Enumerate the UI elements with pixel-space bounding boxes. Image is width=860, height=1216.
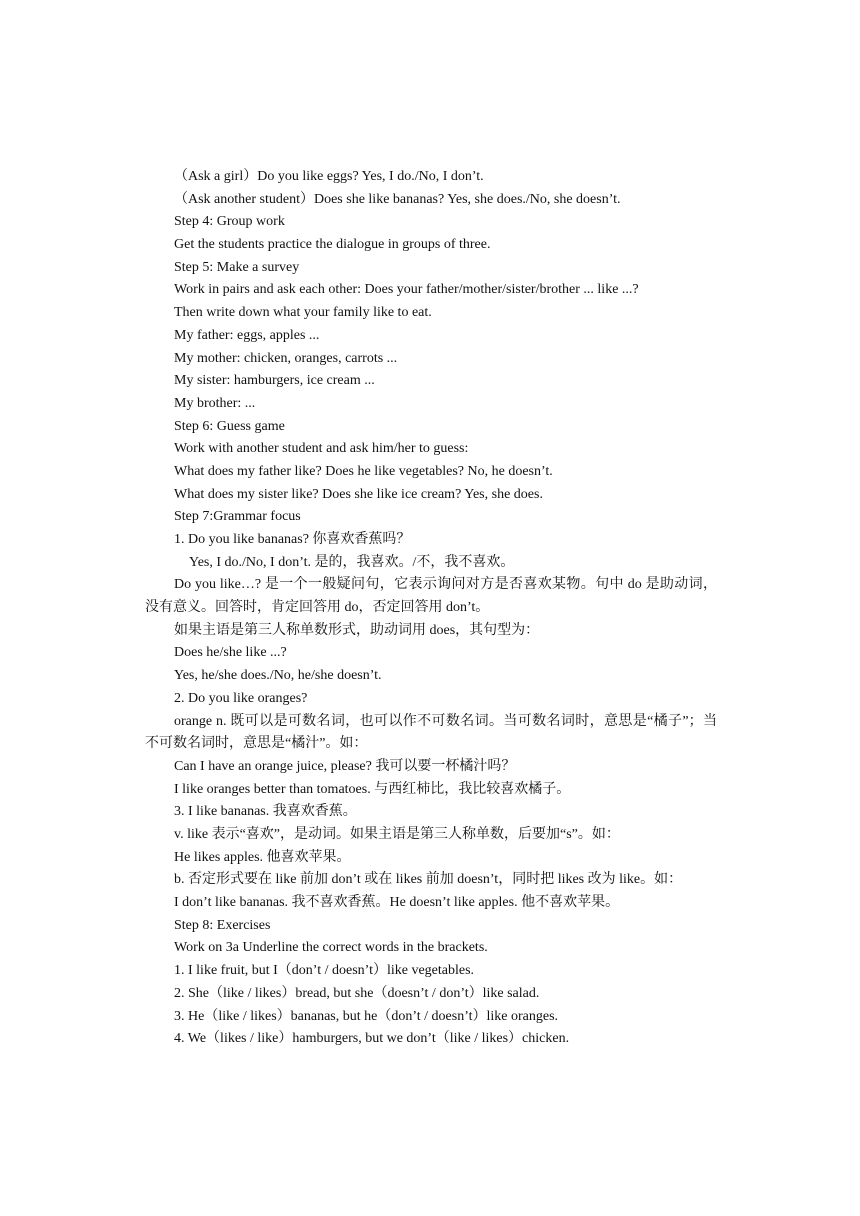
grammar-note-negative: b. 否定形式要在 like 前加 don’t 或在 likes 前加 doesn’t，同时把 likes 改为 like。如： (174, 872, 683, 888)
dialogue-line-girl: （Ask a girl）Do you like eggs? Yes, I do./No, I don’t. (174, 169, 484, 184)
exercise-item-1: 1. I like fruit, but I（don’t / doesn’t）like vegetables. (174, 963, 475, 979)
step-4-text: Get the students practice the dialogue in groups of three. (174, 237, 491, 253)
step-8-instruction: Work on 3a Underline the correct words in the brackets. (174, 940, 488, 956)
exercise-item-2: 2. She（like / likes）bread, but she（doesn’t / don’t）like salad. (174, 985, 540, 1001)
step-6-text: Work with another student and ask him/her to guess: (174, 441, 469, 457)
step-5-heading: Step 5: Make a survey (174, 259, 300, 275)
grammar-note-do-you-like: Do you like…? 是一个一般疑问句，它表示询问对方是否喜欢某物。句中 do 是助动词，没有意义。回答时，肯定回答用 do，否定回答用 don’t。 (145, 577, 717, 616)
step-5-text: Work in pairs and ask each other: Does your father/mother/sister/brother ... like ...? (174, 282, 639, 298)
grammar-point-3: 3. I like bananas. 我喜欢香蕉。 (174, 804, 357, 820)
step-7-heading: Step 7:Grammar focus (174, 509, 301, 525)
survey-mother: My mother: chicken, oranges, carrots ... (174, 350, 398, 366)
step-6-heading: Step 6: Guess game (174, 418, 285, 434)
grammar-point-2: 2. Do you like oranges? (174, 690, 308, 706)
example-negative: I don’t like bananas. 我不喜欢香蕉。He doesn’t like apples. 他不喜欢苹果。 (174, 895, 620, 911)
grammar-pattern-answer: Yes, he/she does./No, he/she doesn’t. (174, 668, 382, 684)
survey-father: My father: eggs, apples ... (174, 327, 320, 343)
example-oranges-tomatoes: I like oranges better than tomatoes. 与西红柿比，我比较喜欢橘子。 (174, 781, 571, 797)
step-5-instruction: Then write down what your family like to eat. (174, 305, 432, 321)
guess-example-father: What does my father like? Does he like vegetables? No, he doesn’t. (174, 463, 553, 479)
grammar-note-orange: orange n. 既可以是可数名词，也可以作不可数名词。当可数名词时，意思是“橘子”；当不可数名词时，意思是“橘汁”。如： (145, 713, 717, 752)
dialogue-line-another-student: （Ask another student）Does she like bananas? Yes, she does./No, she doesn’t. (174, 191, 621, 207)
grammar-point-1: 1. Do you like bananas? 你喜欢香蕉吗？ (174, 532, 411, 547)
grammar-point-1-answer: Yes, I do./No, I don’t. 是的，我喜欢。/不，我不喜欢。 (189, 554, 515, 570)
guess-example-sister: What does my sister like? Does she like ice cream? Yes, she does. (174, 486, 543, 502)
survey-brother: My brother: ... (174, 395, 256, 411)
grammar-note-third-person: 如果主语是第三人称单数形式，助动词用 does，其句型为： (174, 622, 540, 638)
example-likes-apples: He likes apples. 他喜欢苹果。 (174, 849, 351, 865)
step-4-heading: Step 4: Group work (174, 214, 285, 230)
example-orange-juice: Can I have an orange juice, please? 我可以要一杯橘汁吗？ (174, 758, 516, 774)
exercise-item-3: 3. He（like / likes）bananas, but he（don’t / doesn’t）like oranges. (174, 1008, 559, 1024)
grammar-pattern-question: Does he/she like ...? (174, 645, 287, 661)
survey-sister: My sister: hamburgers, ice cream ... (174, 373, 375, 389)
document-body (145, 166, 717, 1051)
exercise-item-4: 4. We（likes / like）hamburgers, but we don’t（like / likes）chicken. (174, 1031, 570, 1047)
grammar-note-like-verb: v. like 表示“喜欢”，是动词。如果主语是第三人称单数，后要加“s”。如： (174, 827, 620, 842)
step-8-heading: Step 8: Exercises (174, 917, 271, 933)
